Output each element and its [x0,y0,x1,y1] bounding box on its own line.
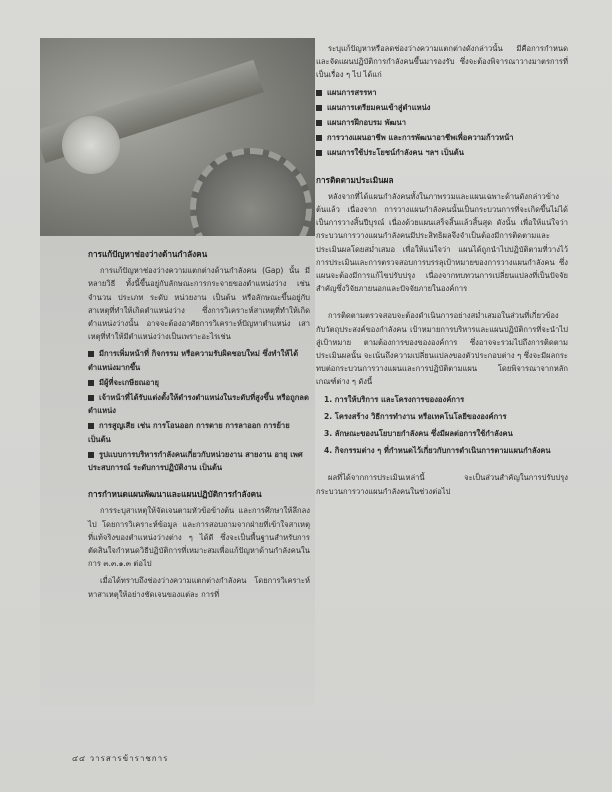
paragraph: การแก้ปัญหาช่องว่างความแตกต่างด้านกำลังคน (Gap) นั้น มีหลายวิธี ทั้งนี้ขึ้นอยู่กับลักษณะการกระจายของตำแหน่งว่าง เช่น จำนวน ประเภท ระดับ หน่วยงาน เป็นต้น หรือลักษณะขึ้นอยู่กับสาเหตุที่ทำให้เกิดตำแหน่งว่าง ซึ่งการวิเคราะห์สาเหตุที่ทำให้เกิดตำแหน่งว่างนั้น อาจจะต้องอาศัยการวิเคราะห์ปัญหาตำแหน่ง เสาเหตุที่ทำให้มีตำแหน่งว่างเป็นเพราะอะไรเช่น [88,266,310,342]
left-column [88,246,310,605]
paragraph: การติดตามตรวจสอบจะต้องดำเนินการอย่างสม่ำเสมอในส่วนที่เกี่ยวข้องกับวัตถุประสงค์ของกำลังคน เป้าหมายการบริหารและแผนปฏิบัติการที่จะนำไปสู่เป้าหมาย ตามต้องการของขององค์การ ซึ่งอาจจะรวมไปถึงการติดตาม ประเมินผลนั้น จะเน้นถึงความเปลี่ยนแปลงของตัวประกอบต่าง ๆ ซึ่งจะมีผลกระทบต่อกระบวนการวางแผนและการปฏิบัติตามแผน โดยพิจารณาจากหลักเกณฑ์ต่าง ๆ ดังนี้ [316,311,568,387]
section-heading: การติดตามประเมินผล [316,174,394,185]
square-bullet-icon [316,150,322,156]
section-heading: การแก้ปัญหาช่องว่างด้านกำลังคน [88,249,208,259]
square-bullet-icon [88,452,94,458]
bullet-item: การสูญเสีย เช่น การโอนออก การตาย การลาออก การย้าย เป็นต้น [88,421,290,444]
square-bullet-icon [316,105,322,111]
square-bullet-icon [316,120,322,126]
square-bullet-icon [316,90,322,96]
bullet-item: แผนการเตรียมคนเข้าสู่ตำแหน่ง [316,101,568,114]
numbered-item: 1. การให้บริการ และโครงการขององค์การ [324,394,465,404]
paragraph: การระบุสาเหตุให้จัดเจนตามหัวข้อข้างต้น และการศึกษาให้ลึกลงไป โดยการวิเคราะห์ข้อมูล และการสอบถามจากฝ่ายที่เข้าใจสาเหตุที่แท้จริงของตำแหน่งว่างต่าง ๆ ได้ดี ซึ่งจะเป็นพื้นฐานสำหรับการตัดสินใจกำหนดวิธีปฏิบัติการที่เหมาะสมเพื่อแก้ปัญหาด้านกำลังคนในการ ๓.๓.๑.๓ ต่อไป [88,506,310,569]
bullet-item: รูปแบบการบริหารกำลังคนเกี่ยวกับหน่วยงาน สายงาน อายุ เพศ ประสบการณ์ ระดับการปฏิบัติงาน เป็นต้น [88,449,303,473]
square-bullet-icon [316,135,322,141]
page-footer: ๔๔ วารสารข้าราชการ [72,754,169,763]
paragraph: เมื่อได้ทราบถึงช่องว่างความแตกต่างกำลังคน โดยการวิเคราะห์หาสาเหตุให้อย่างชัดเจนของแต่ละ การที่ [88,576,310,599]
square-bullet-icon [88,395,94,401]
square-bullet-icon [88,351,94,357]
numbered-item: 3. ลักษณะของนโยบายกำลังคน ซึ่งมีผลต่อการใช้กำลังคน [324,429,513,439]
gear-photo [40,38,315,236]
paragraph: ระบุแก้ปัญหาหรือลดช่องว่างความแตกต่างดังกล่าวนั้น มีคือการกำหนดและจัดแผนปฏิบัติการกำลังคนขึ้นมารองรับ ซึ่งจะต้องพิจารณาวางมาตรการที่เป็นเรื่อง ๆ ไป ได้แก่ [316,44,568,80]
bullet-item: มีผู้ที่จะเกษียณอายุ [88,376,310,389]
section-heading: การกำหนดแผนพัฒนาและแผนปฏิบัติการกำลังคน [88,489,262,500]
bullet-item: แผนการใช้ประโยชน์กำลังคน ฯลฯ เป็นต้น [316,146,568,159]
right-column [316,42,568,502]
numbered-item: 4. กิจกรรมต่าง ๆ ที่กำหนดไว้เกี่ยวกับการดำเนินการตามแผนกำลังคน [324,446,551,456]
paragraph: หลังจากที่ได้แผนกำลังคนทั้งในภาพรวมและแผนเฉพาะด้านดังกล่าวข้างต้นแล้ว เนื่องจาก การวางแผนกำลังคนนั้นเป็นกระบวนการที่จะเกิดขึ้นไม่ได้เป็นการวางสิ้นปีบุรณ์ เนื่องด้วยแผนเสร็จสิ้นแล้วสิ้นสุด ดังนั้น เพื่อให้แน่ใจว่า กระบวนการวางแผนกำลังคนมีประสิทธิผลจึงจำเป็นต้องมีการติดตามและประเมินผลโดยสม่ำเสมอ เพื่อให้แน่ใจว่า แผนได้ถูกนำไปปฏิบัติตามที่วางไว้ การประเมินและการตรวจสอบการบรรลุเป้าหมายของการวางแผนกำลังคน ซึ่งแผนจะต้องมีการแก้ไขปรับปรุง เนื่องจากทบทวนการเปลี่ยนแปลงที่เป็นปัจจัยสำคัญซึ่งวิจัยภายนอกและปัจจัยภายในองค์การ [316,191,568,294]
bullet-item: เจ้าหน้าที่ได้รับแต่งตั้งให้ดำรงตำแหน่งในระดับที่สูงขึ้น หรือถูกลดตำแหน่ง [88,393,309,416]
bullet-item: การวางแผนอาชีพ และการพัฒนาอาชีพเพื่อความก้าวหน้า [316,131,568,144]
square-bullet-icon [88,423,94,429]
square-bullet-icon [88,380,94,386]
bullet-item: แผนการฝึกอบรม พัฒนา [316,116,568,129]
bullet-item: มีการเพิ่มหน้าที่ กิจกรรม หรือความรับผิดชอบใหม่ ซึ่งทำให้ได้ตำแหน่งมากขึ้น [88,349,299,372]
numbered-item: 2. โครงสร้าง วิธีการทำงาน หรือเทคโนโลยีขององค์การ [324,411,507,421]
bullet-item: แผนการสรรหา [316,86,568,99]
paragraph: ผลที่ได้จากการประเมินเหล่านี้ จะเป็นส่วนสำคัญในการปรับปรุงกระบวนการวางแผนกำลังคนในช่วงต่อไป [316,473,568,496]
bolt-shape [62,116,120,174]
gear-shape [190,148,312,236]
